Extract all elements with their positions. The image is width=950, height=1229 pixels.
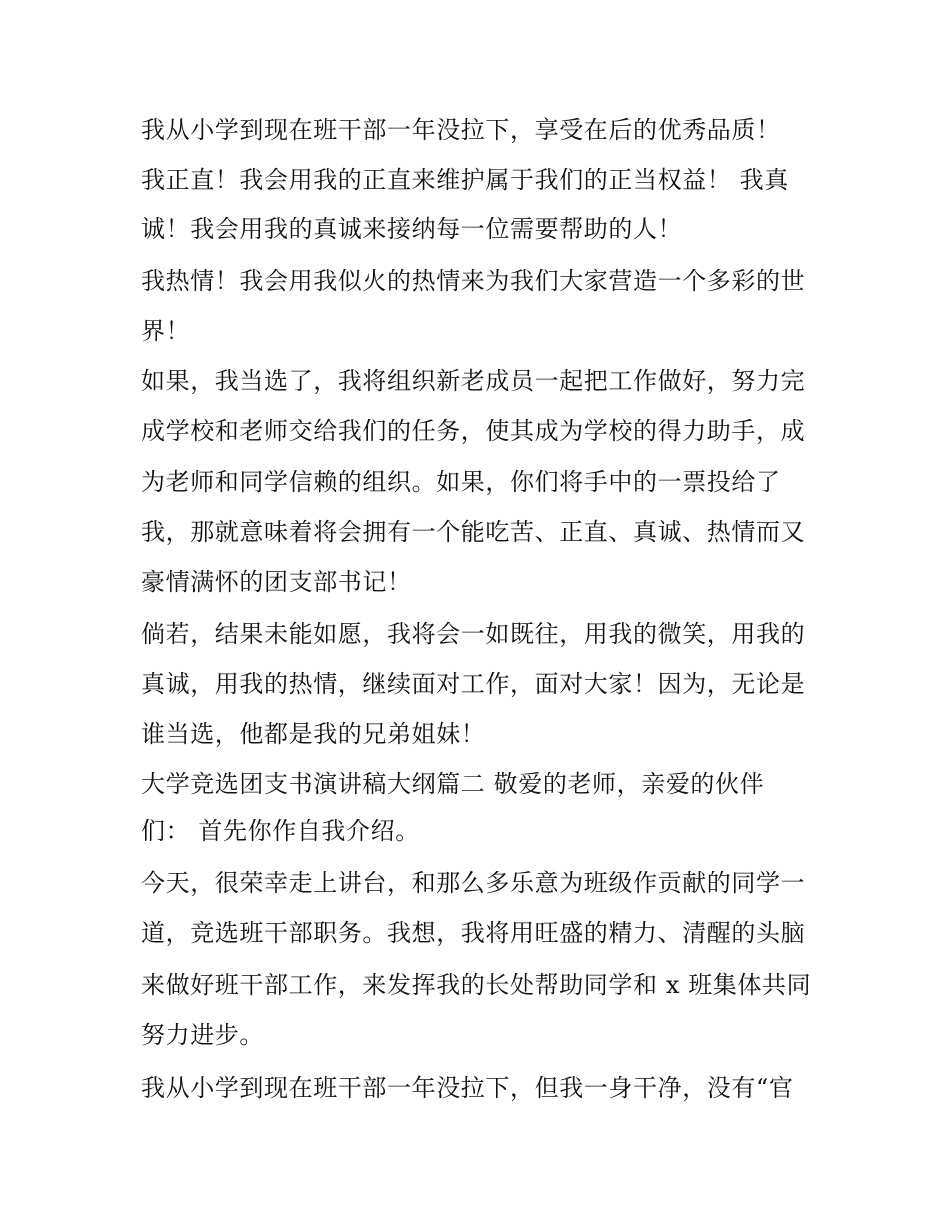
text-line: 真诚，用我的热情，继续面对工作，面对大家！因为，无论是 — [141, 670, 806, 698]
text-line: 们： 首先你作自我介绍。 — [141, 817, 420, 845]
text-line: 我，那就意味着将会拥有一个能吃苦、正直、真诚、热情而又 — [141, 518, 806, 546]
text-line: 为老师和同学信赖的组织。如果，你们将手中的一票投给了 — [141, 468, 781, 496]
text-line: 谁当选，他都是我的兄弟姐妹！ — [141, 720, 486, 748]
text-line: 如果，我当选了，我将组织新老成员一起把工作做好，努力完 — [141, 367, 806, 395]
text-line: 诚！我会用我的真诚来接纳每一位需要帮助的人！ — [141, 215, 683, 243]
text-line: 道，竞选班干部职务。我想，我将用旺盛的精力、清醒的头脑 — [141, 919, 806, 947]
text-line: 我从小学到现在班干部一年没拉下，享受在后的优秀品质！ — [141, 116, 781, 144]
text-line: 大学竞选团支书演讲稿大纲篇二 敬爱的老师，亲爱的伙伴 — [141, 770, 765, 798]
text-line: 倘若，结果未能如愿，我将会一如既往，用我的微笑，用我的 — [141, 620, 806, 648]
text-line: 我正直！我会用我的正直来维护属于我们的正当权益！ 我真 — [141, 166, 789, 194]
text-line: 努力进步。 — [141, 1021, 264, 1049]
text-line: 界！ — [141, 317, 191, 345]
text-line: 我从小学到现在班干部一年没拉下，但我一身干净，没有“官 — [141, 1074, 794, 1102]
text-line: 我热情！我会用我似火的热情来为我们大家营造一个多彩的世 — [141, 267, 806, 295]
text-line: 来做好班干部工作，来发挥我的长处帮助同学和 x 班集体共同 — [141, 971, 812, 999]
text-line: 豪情满怀的团支部书记！ — [141, 568, 412, 596]
text-line: 成学校和老师交给我们的任务，使其成为学校的得力助手，成 — [141, 417, 806, 445]
text-line: 今天，很荣幸走上讲台，和那么多乐意为班级作贡献的同学一 — [141, 869, 806, 897]
